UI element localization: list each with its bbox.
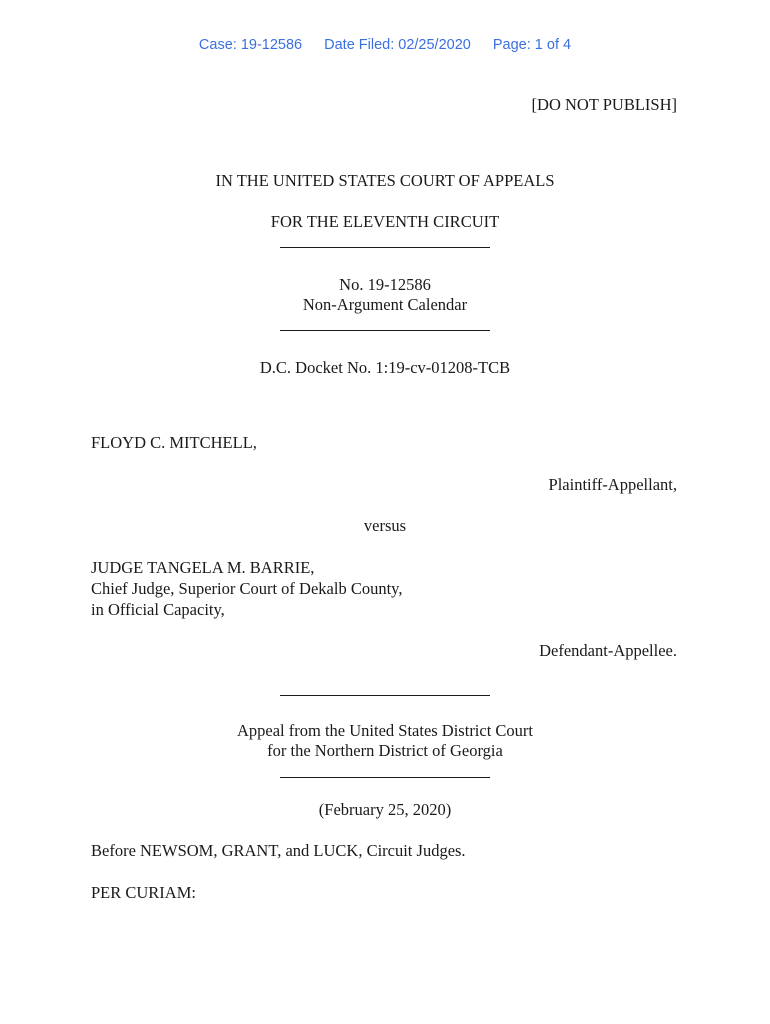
plaintiff-name: FLOYD C. MITCHELL, [91,433,257,452]
divider-rule [280,777,490,778]
divider-rule [280,247,490,248]
filing-header [0,37,770,53]
case-number-stamp: Case: 19-12586 [198,37,303,53]
appeal-source-line1: Appeal from the United States District Court [236,721,534,740]
versus-label: versus [363,516,407,535]
court-name: IN THE UNITED STATES COURT OF APPEALS [215,171,555,190]
plaintiff-role: Plaintiff-Appellant, [548,475,677,494]
per-curiam-heading: PER CURIAM: [91,883,196,902]
judges-panel: Before NEWSOM, GRANT, and LUCK, Circuit Judges. [91,841,466,860]
circuit-name: FOR THE ELEVENTH CIRCUIT [270,212,500,231]
date-filed-stamp: Date Filed: 02/25/2020 [324,37,471,53]
defendant-role: Defendant-Appellee. [539,641,677,660]
defendant-name: JUDGE TANGELA M. BARRIE, [91,558,315,577]
appeal-number: No. 19-12586 [339,275,431,294]
appeal-source-line2: for the Northern District of Georgia [267,741,503,760]
publish-notice: [DO NOT PUBLISH] [531,95,677,114]
docket-number: D.C. Docket No. 1:19-cv-01208-TCB [259,358,511,377]
calendar-type: Non-Argument Calendar [302,295,468,314]
page-count-stamp: Page: 1 of 4 [492,37,572,53]
defendant-capacity: in Official Capacity, [91,600,225,619]
defendant-title: Chief Judge, Superior Court of Dekalb County, [91,579,403,598]
divider-rule [280,330,490,331]
divider-rule [280,695,490,696]
decision-date: (February 25, 2020) [318,800,452,819]
